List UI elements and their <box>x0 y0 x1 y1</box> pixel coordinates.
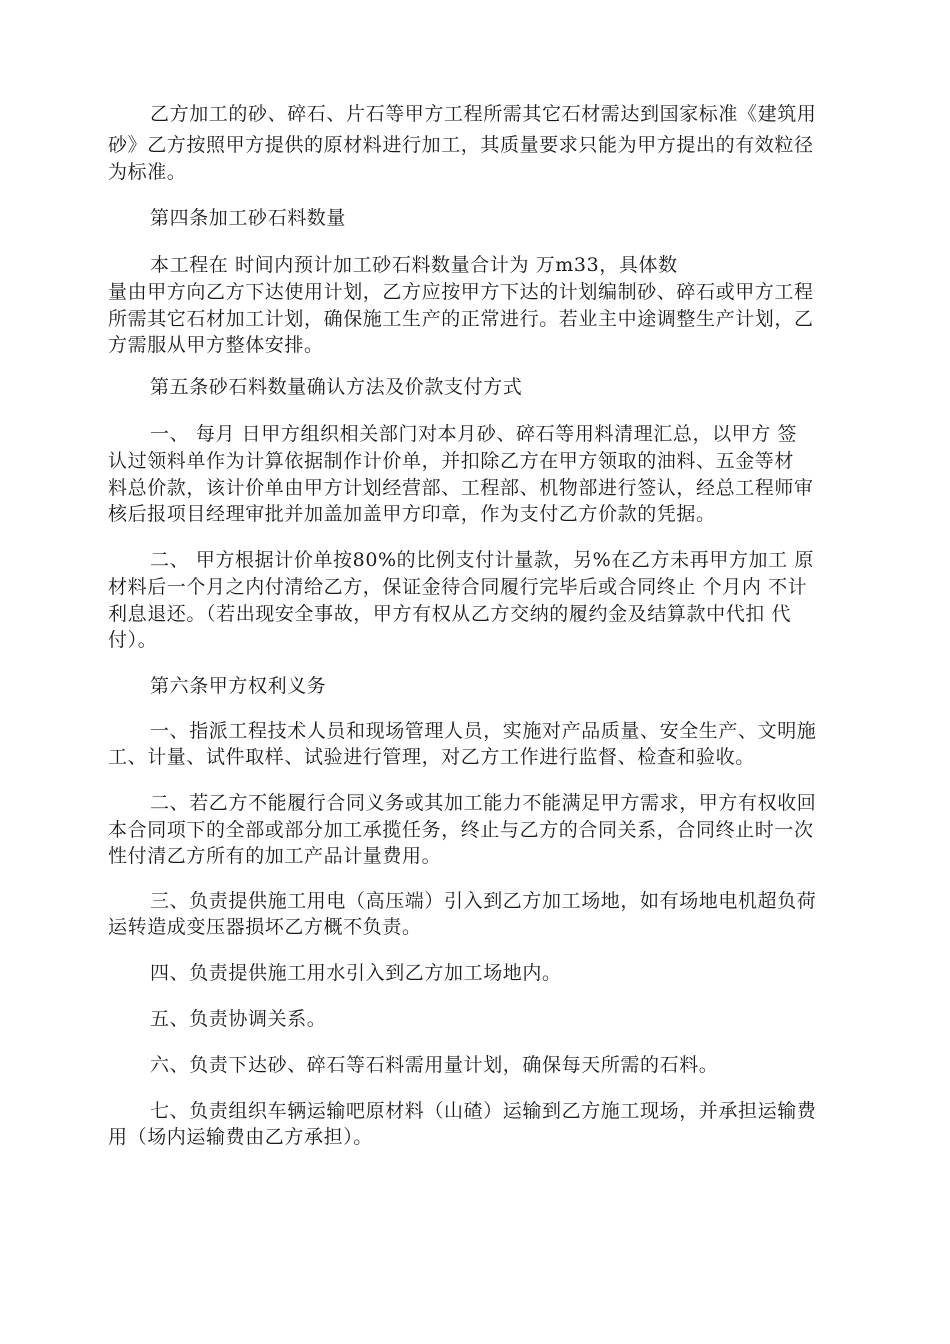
text-line: 所需其它石材加工计划，确保施工生产的正常进行。若业主中途调整生产计划，乙 <box>108 308 814 330</box>
text-line: 本工程在 时间内预计加工砂石料数量合计为 万m33，具体数 <box>150 254 678 276</box>
text-line: 二、若乙方不能履行合同义务或其加工能力不能满足甲方需求，甲方有权收回 <box>150 792 817 814</box>
section-heading: 第五条砂石料数量确认方法及价款支付方式 <box>150 376 523 398</box>
text-line: 四、负责提供施工用水引入到乙方加工场地内。 <box>150 962 562 984</box>
text-line: 利息退还。（若出现安全事故，甲方有权从乙方交纳的履约金及结算款中代扣 代 <box>108 603 792 625</box>
text-line: 用（场内运输费由乙方承担）。 <box>108 1126 373 1148</box>
text-line: 二、 甲方根据计价单按80%的比例支付计量款，另%在乙方未再甲方加工 原 <box>150 549 814 571</box>
text-line: 六、负责下达砂、碎石等石料需用量计划，确保每天所需的石料。 <box>150 1054 719 1076</box>
text-line: 七、负责组织车辆运输吧原材料（山碴）运输到乙方施工现场，并承担运输费 <box>150 1100 817 1122</box>
text-line: 料总价款，该计价单由甲方计划经营部、工程部、机物部进行签认，经总工程师审 <box>108 477 814 499</box>
text-line: 为标准。 <box>108 161 187 183</box>
text-line: 方需服从甲方整体安排。 <box>108 334 324 356</box>
text-line: 一、指派工程技术人员和现场管理人员，实施对产品质量、安全生产、文明施 <box>150 720 817 742</box>
text-line: 本合同项下的全部或部分加工承揽任务，终止与乙方的合同关系，合同终止时一次 <box>108 819 814 841</box>
text-line: 认过领料单作为计算依据制作计价单，并扣除乙方在甲方领取的油料、五金等材 <box>108 450 795 472</box>
text-line: 核后报项目经理审批并加盖加盖甲方印章，作为支付乙方价款的凭据。 <box>108 503 716 525</box>
text-line: 乙方加工的砂、碎石、片石等甲方工程所需其它石材需达到国家标准《建筑用 <box>150 103 817 125</box>
text-line: 五、负责协调关系。 <box>150 1008 327 1030</box>
text-line: 材料后一个月之内付清给乙方，保证金待合同履行完毕后或合同终止 个月内 不计 <box>108 576 808 598</box>
text-line: 工、计量、试件取样、试验进行管理，对乙方工作进行监督、检查和验收。 <box>108 746 755 768</box>
text-line: 性付清乙方所有的加工产品计量费用。 <box>108 845 442 867</box>
text-line: 运转造成变压器损坏乙方概不负责。 <box>108 916 422 938</box>
section-heading: 第四条加工砂石料数量 <box>150 207 347 229</box>
text-line: 一、 每月 日甲方组织相关部门对本月砂、碎石等用料清理汇总，以甲方 签 <box>150 423 798 445</box>
text-line: 三、负责提供施工用电（高压端）引入到乙方加工场地，如有场地电机超负荷 <box>150 890 817 912</box>
text-line: 砂》乙方按照甲方提供的原材料进行加工，其质量要求只能为甲方提出的有效粒径 <box>108 134 814 156</box>
section-heading: 第六条甲方权利义务 <box>150 675 327 697</box>
text-line: 量由甲方向乙方下达使用计划，乙方应按甲方下达的计划编制砂、碎石或甲方工程 <box>108 281 814 303</box>
text-line: 付）。 <box>108 629 158 651</box>
